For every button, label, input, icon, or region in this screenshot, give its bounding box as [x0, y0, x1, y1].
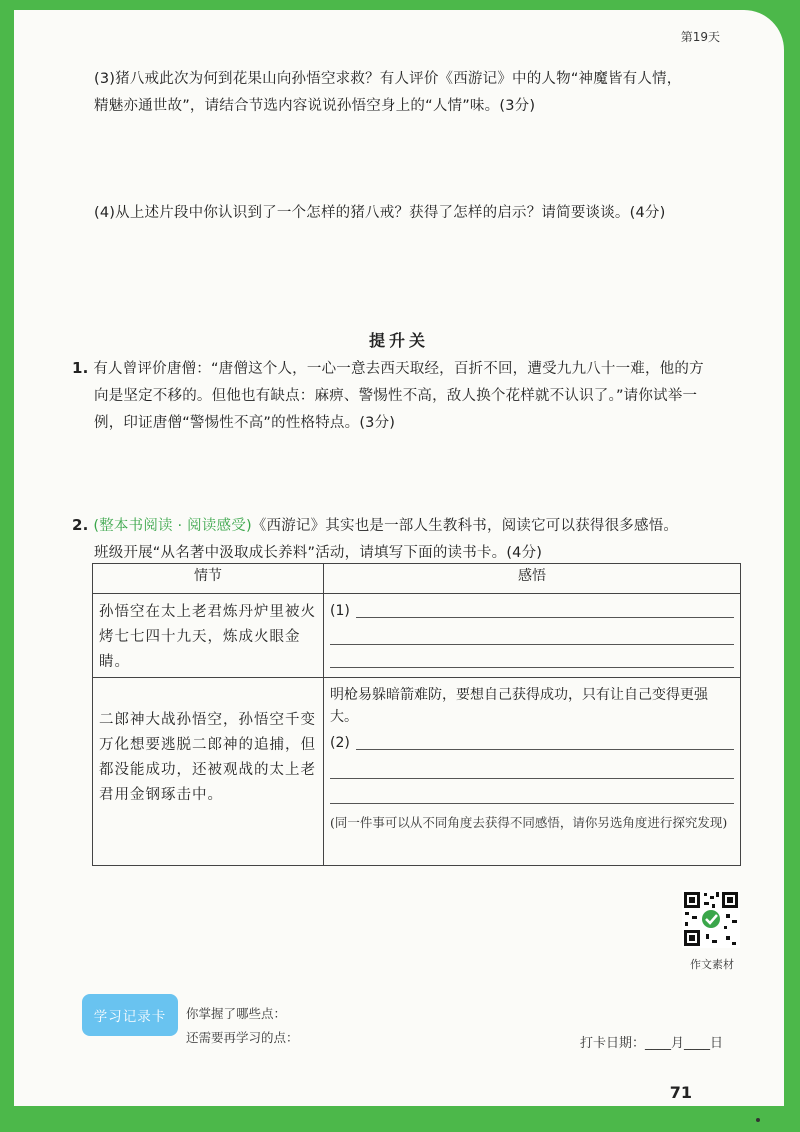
row2-given-insight: 明枪易躲暗箭难防，要想自己获得成功，只有让自己变得更强大。: [330, 687, 708, 725]
problem-2-line1: 《西游记》其实也是一部人生教科书，阅读它可以获得很多感悟。: [251, 518, 679, 534]
day-label: 第19天: [680, 30, 720, 44]
row1-label: (1): [330, 603, 350, 619]
qr-code-icon[interactable]: [682, 890, 740, 948]
problem-2-line2: 班级开展“从名著中汲取成长养料”活动，请填写下面的读书卡。(4分): [94, 545, 543, 561]
table-header-plot: 情节: [93, 564, 324, 594]
qr-code-label: 作文素材: [690, 958, 734, 971]
question-3-line2: 精魅亦通世故”，请结合节选内容说说孙悟空身上的“人情”味。(3分): [94, 98, 536, 114]
page-number: 71: [669, 1083, 692, 1102]
problem-1-number: 1.: [72, 359, 89, 377]
mastered-points-label: 你掌握了哪些点：: [186, 1006, 287, 1021]
row2-insight[interactable]: [324, 678, 741, 866]
scan-speck: [756, 1118, 760, 1122]
row2-plot: 二郎神大战孙悟空，孙悟空千变万化想要逃脱二郎神的追捕，但都没能成功，还被观战的太上老君用金钢琢击中。: [93, 678, 324, 866]
review-points-label: 还需要再学习的点：: [186, 1030, 299, 1045]
section-title: 提升关: [368, 331, 429, 350]
study-card-badge: 学习记录卡: [82, 994, 178, 1036]
question-4: (4)从上述片段中你认识到了一个怎样的猪八戒？获得了怎样的启示？请简要谈谈。(4分): [94, 205, 666, 221]
problem-2: [72, 512, 782, 567]
table-header-insight: 感悟: [324, 564, 741, 594]
problem-2-number: 2.: [72, 516, 89, 534]
answer-line[interactable]: [356, 749, 734, 750]
problem-1: [72, 355, 772, 437]
answer-line[interactable]: [330, 667, 734, 668]
row2-label: (2): [330, 735, 350, 751]
answer-line[interactable]: [356, 617, 734, 618]
row1-insight[interactable]: [324, 594, 741, 678]
question-3-line1: (3)猪八戒此次为何到花果山向孙悟空求救？有人评价《西游记》中的人物“神魔皆有人情，: [94, 71, 682, 87]
page: [14, 10, 784, 1106]
answer-line[interactable]: [330, 778, 734, 779]
problem-1-line3: 例，印证唐僧“警惕性不高”的性格特点。(3分): [94, 415, 396, 431]
problem-1-line2: 向是坚定不移的。但他也有缺点：麻痹、警惕性不高，敌人换个花样就不认识了。”请你试举一: [94, 388, 698, 404]
reading-card-table: [92, 563, 741, 866]
problem-1-line1: 有人曾评价唐僧：“唐僧这个人，一心一意去西天取经，百折不回，遭受九九八十一难，他的方: [93, 361, 704, 377]
row2-note: (同一件事可以从不同角度去获得不同感悟，请你另选角度进行探究发现): [330, 815, 728, 830]
answer-line[interactable]: [330, 644, 734, 645]
checkin-date[interactable]: 打卡日期：____月____日: [580, 1036, 724, 1051]
row1-plot: 孙悟空在太上老君炼丹炉里被火烤七七四十九天，炼成火眼金睛。: [93, 594, 324, 678]
problem-2-tag: (整本书阅读 · 阅读感受): [93, 518, 252, 534]
question-3: [94, 66, 774, 120]
answer-line[interactable]: [330, 803, 734, 804]
